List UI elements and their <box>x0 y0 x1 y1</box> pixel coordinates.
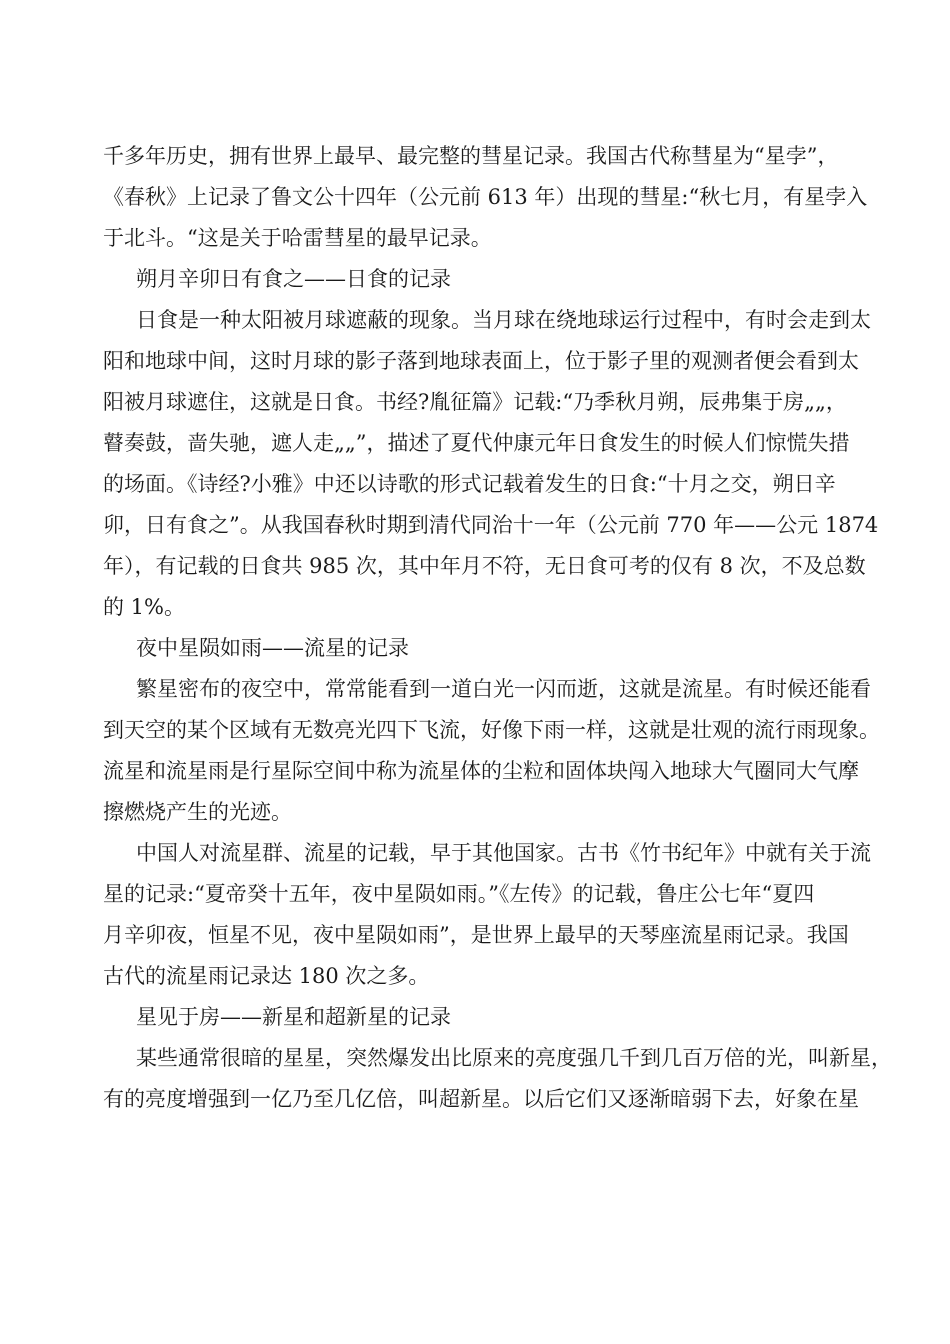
text-line: 月辛卯夜，恒星不见，夜中星陨如雨”，是世界上最早的天琴座流星雨记录。我国 <box>103 923 849 947</box>
text-line: 擦燃烧产生的光迹。 <box>103 800 292 824</box>
text-line: 到天空的某个区域有无数亮光四下飞流，好像下雨一样，这就是壮观的流行雨现象。 <box>103 718 880 742</box>
text-line: 千多年历史，拥有世界上最早、最完整的彗星记录。我国古代称彗星为“星孛”， <box>103 144 839 168</box>
text-line: 中国人对流星群、流星的记载，早于其他国家。古书《竹书纪年》中就有关于流 <box>136 841 871 865</box>
document-body <box>103 136 892 1120</box>
text-line: 流星和流星雨是行星际空间中称为流星体的尘粒和固体块闯入地球大气圈同大气摩 <box>103 759 859 783</box>
section-heading-solar-eclipse: 朔月辛卯日有食之——日食的记录 <box>136 267 451 291</box>
text-line: 某些通常很暗的星星，突然爆发出比原来的亮度强几千到几百万倍的光，叫新星， <box>136 1046 892 1070</box>
section-heading-nova: 星见于房——新星和超新星的记录 <box>136 1005 451 1029</box>
text-line: 阳和地球中间，这时月球的影子落到地球表面上，位于影子里的观测者便会看到太 <box>103 349 859 373</box>
text-line: 古代的流星雨记录达 180 次之多。 <box>103 964 430 988</box>
text-line: 阳被月球遮住，这就是日食。书经?胤征篇》记载:“乃季秋月朔，辰弗集于房„„， <box>103 390 847 414</box>
text-line: 于北斗。“这是关于哈雷彗星的最早记录。 <box>103 226 492 250</box>
text-line: 有的亮度增强到一亿乃至几亿倍，叫超新星。以后它们又逐渐暗弱下去，好象在星 <box>103 1087 859 1111</box>
text-line: 的场面。《诗经?小雅》中还以诗歌的形式记载着发生的日食:“十月之交，朔日辛 <box>103 472 836 496</box>
text-line: 的 1%。 <box>103 595 185 619</box>
text-line: 卯，日有食之”。从我国春秋时期到清代同治十一年（公元前 770 年——公元 1874 <box>103 513 879 537</box>
text-line: 瞽奏鼓，啬失驰，遮人走„„”，描述了夏代仲康元年日食发生的时候人们惊慌失措 <box>103 431 850 455</box>
text-line: 《春秋》上记录了鲁文公十四年（公元前 613 年）出现的彗星:“秋七月，有星孛入 <box>103 185 868 209</box>
text-line: 日食是一种太阳被月球遮蔽的现象。当月球在绕地球运行过程中，有时会走到太 <box>136 308 871 332</box>
text-line: 年），有记载的日食共 985 次，其中年月不符，无日食可考的仅有 8 次，不及总数 <box>103 554 866 578</box>
text-line: 繁星密布的夜空中，常常能看到一道白光一闪而逝，这就是流星。有时候还能看 <box>136 677 871 701</box>
text-line: 星的记录:“夏帝癸十五年，夜中星陨如雨。”《左传》的记载，鲁庄公七年“夏四 <box>103 882 815 906</box>
section-heading-meteor: 夜中星陨如雨——流星的记录 <box>136 636 409 660</box>
